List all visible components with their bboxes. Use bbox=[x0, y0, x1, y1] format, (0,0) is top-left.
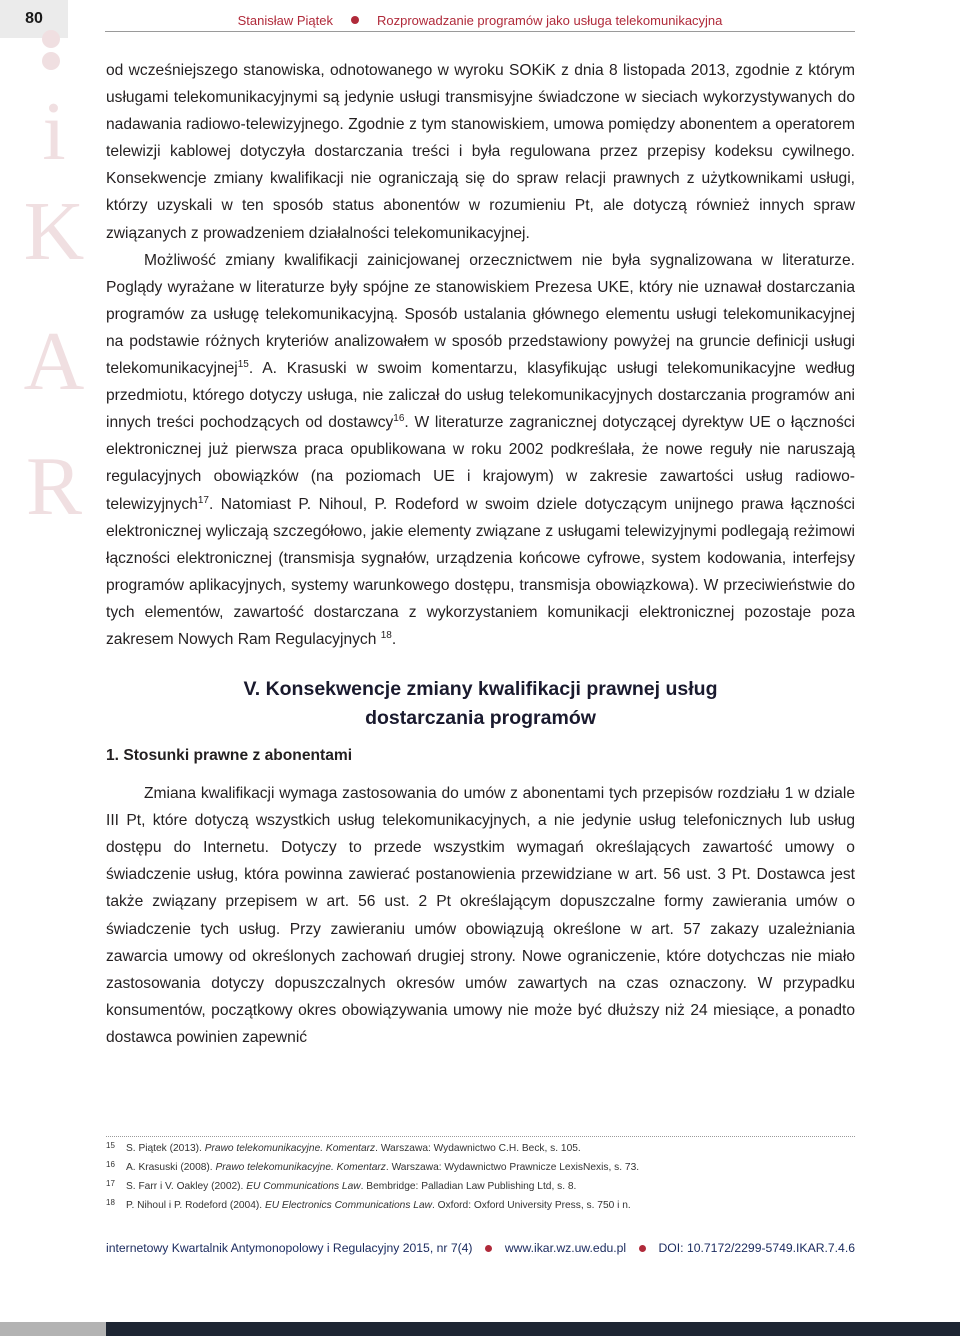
footnotes bbox=[106, 1139, 855, 1215]
section-heading-line: V. Konsekwencje zmiany kwalifikacji prawnej usług bbox=[243, 678, 718, 701]
footnote-text: P. Nihoul i P. Rodeford (2004). EU Electronics Communications Law. Oxford: Oxford University Press, s. 750 i n. bbox=[126, 1200, 631, 1211]
section-heading-line: dostarczania programów bbox=[365, 707, 596, 730]
running-header bbox=[105, 10, 855, 30]
logo-letter-k: K bbox=[23, 185, 85, 278]
paragraph-2-text: . W literaturze zagranicznej dotyczącej dyrektyw UE o łączności elektronicznej już pierwsza praca opublikowana w roku 2002 podkreślała, że nowe reguły nie naruszają regulacyjnych obowiązków (na poziomach UE i krajowym) w zakresie zawartości usług radiowo-telewizyjnych bbox=[106, 414, 855, 513]
footnote-ref-18[interactable]: 18 bbox=[380, 629, 392, 641]
paragraph-3: Zmiana kwalifikacji wymaga zastosowania do umów z abonentami tych przepisów rozdziału 1 w dziale III Pt, które dotyczą wszystkich usług telekomunikacyjnych, a nie jedynie usług telefonicznych lub usług dostępu do Internetu. Dotyczy to przede wszystkim wymagań określających zawartość umowy o świadczenie usług, która powinna zawierać postanowienia przewidziane w art. 56 ust. 3 Pt. Dostawca jest także związany przepisem w art. 56 ust. 2 Pt określającym dopuszczalne formy zawierania umów o świadczenie tych usług. Przy zawieraniu umów obowiązują określone w art. 57 zakazy uzależniania zawarcia umowy od określonych zachowań drugiej strony. Nowe ograniczenie, które dotychczas nie miało zastosowania dotyczy dopuszczalnych okresów umów zawartych na czas oznaczony. W przypadku konsumentów, początkowy okres obowiązywania umowy nie może być dłuższy niż 24 miesiące, a ponadto dostawca powinien zapewnić bbox=[106, 785, 855, 1046]
footer-journal: internetowy Kwartalnik Antymonopolowy i Regulacyjny 2015, nr 7(4) bbox=[106, 1241, 473, 1255]
footnote-item bbox=[106, 1158, 855, 1177]
paragraph-2-text: . bbox=[391, 630, 397, 648]
ikar-logo bbox=[18, 30, 90, 533]
bottom-bar-left bbox=[0, 1322, 106, 1336]
footer-url-link[interactable]: www.ikar.wz.uw.edu.pl bbox=[504, 1241, 627, 1255]
footnote-item bbox=[106, 1139, 855, 1158]
footnote-ref-16[interactable]: 16 bbox=[393, 413, 405, 425]
page-number: 80 bbox=[0, 0, 68, 38]
paragraph-1: od wcześniejszego stanowiska, odnotowanego w wyroku SOKiK z dnia 8 listopada 2013, zgodnie z którym usługami telekomunikacyjnymi są jedynie usługi transmisyjne świadczone w sieciach wykorzystywanych do nadawania radiowo-telewizyjnego. Zgodnie z tym stanowiskiem, umowa pomiędzy abonentem a operatorem telewizji kablowej dotyczyła dostarczania treści i była regulowana przez przepisy kodeksu cywilnego. Konsekwencje zmiany kwalifikacji nie ograniczają się do spraw relacji prawnych z użytkownikami usługi, którzy uzyskali w ten sposób status abonentów w rozumieniu Pt, ale dotyczą również innych spraw związanych z prowadzeniem działalności telekomunikacyjnej. bbox=[106, 62, 855, 242]
footnote-number: 18 bbox=[106, 1198, 115, 1207]
main-content bbox=[106, 57, 855, 1051]
footnote-text: A. Krasuski (2008). Prawo telekomunikacyjne. Komentarz. Warszawa: Wydawnictwo Prawnicze LexisNexis, s. 73. bbox=[126, 1162, 640, 1173]
paragraph-2-text: . Natomiast P. Nihoul, P. Rodeford w swoim dziele dotyczącym unijnego prawa łączności elektronicznej wyliczają szczegółowo, jakie elementy związane z usługami telewizyjnymi podlegają reżimowi łączności elektronicznej (transmisja sygnałów, urządzenia końcowe cyfrowe, system kodowania, interfejsy programów aplikacyjnych, systemy warunkowego dostępu, transmisja obowiązkowa). W przeciwieństwie do tych elementów, zawartość dostarczana z wykorzystaniem komunikacji elektronicznej pozostaje poza zakresem Nowych Ram Regulacyjnych bbox=[106, 495, 855, 648]
paragraph-2-text: . A. Krasuski w swoim komentarzu, klasyfikując usługi telekomunikacyjne według przedmiotu, którego dotyczy usługa, nie zaliczał do usług telekomunikacyjnych dostarczania programów ani innych treści pochodzących od dostawcy bbox=[106, 360, 855, 432]
logo-dot-icon bbox=[42, 30, 60, 48]
footnote-ref-15[interactable]: 15 bbox=[237, 359, 249, 371]
footnote-item bbox=[106, 1177, 855, 1196]
header-bullet-icon bbox=[351, 16, 359, 24]
footnote-number: 17 bbox=[106, 1179, 115, 1188]
subsection-heading: 1. Stosunki prawne z abonentami bbox=[106, 747, 353, 765]
paragraph-2 bbox=[106, 247, 855, 653]
logo-dot-icon bbox=[42, 52, 60, 70]
footnote-number: 15 bbox=[106, 1141, 115, 1150]
footnote-text: S. Piątek (2013). Prawo telekomunikacyjne. Komentarz. Warszawa: Wydawnictwo C.H. Beck, s. 105. bbox=[126, 1143, 581, 1154]
header-title: Rozprowadzanie programów jako usługa telekomunikacyjna bbox=[376, 12, 723, 28]
footer-bullet-icon bbox=[639, 1245, 646, 1252]
logo-letter-i: i bbox=[42, 85, 66, 178]
footer-doi-link[interactable]: DOI: 10.7172/2299-5749.IKAR.7.4.6 bbox=[658, 1241, 855, 1255]
paragraph-2-text: Możliwość zmiany kwalifikacji zainicjowanej orzecznictwem nie była sygnalizowana w literaturze. Poglądy wyrażane w literaturze były spójne ze stanowiskiem Prezesa UKE, który nie uznawał dostarczania programów za usługę telekomunikacyjną. Sposób ustalania głównego elementu usługi telekomunikacyjnej na podstawie różnych kryteriów analizowałem w sposób przedstawiony powyżej na gruncie definicji usługi telekomunikacyjnej bbox=[106, 251, 855, 378]
logo-letter-a: A bbox=[23, 315, 85, 408]
footer-bullet-icon bbox=[485, 1245, 492, 1252]
logo-letter-r: R bbox=[25, 440, 83, 533]
footnote-text: S. Farr i V. Oakley (2002). EU Communications Law. Bembridge: Palladian Law Publishing Ltd, s. 8. bbox=[126, 1181, 577, 1192]
footnote-item bbox=[106, 1196, 855, 1215]
header-author: Stanisław Piątek bbox=[237, 12, 333, 28]
footnote-ref-17[interactable]: 17 bbox=[197, 494, 209, 506]
footnote-divider bbox=[106, 1136, 855, 1137]
section-heading bbox=[106, 675, 855, 733]
footnote-number: 16 bbox=[106, 1160, 115, 1169]
page-footer bbox=[106, 1239, 855, 1257]
header-divider bbox=[105, 31, 855, 32]
bottom-bar-right bbox=[106, 1322, 960, 1336]
